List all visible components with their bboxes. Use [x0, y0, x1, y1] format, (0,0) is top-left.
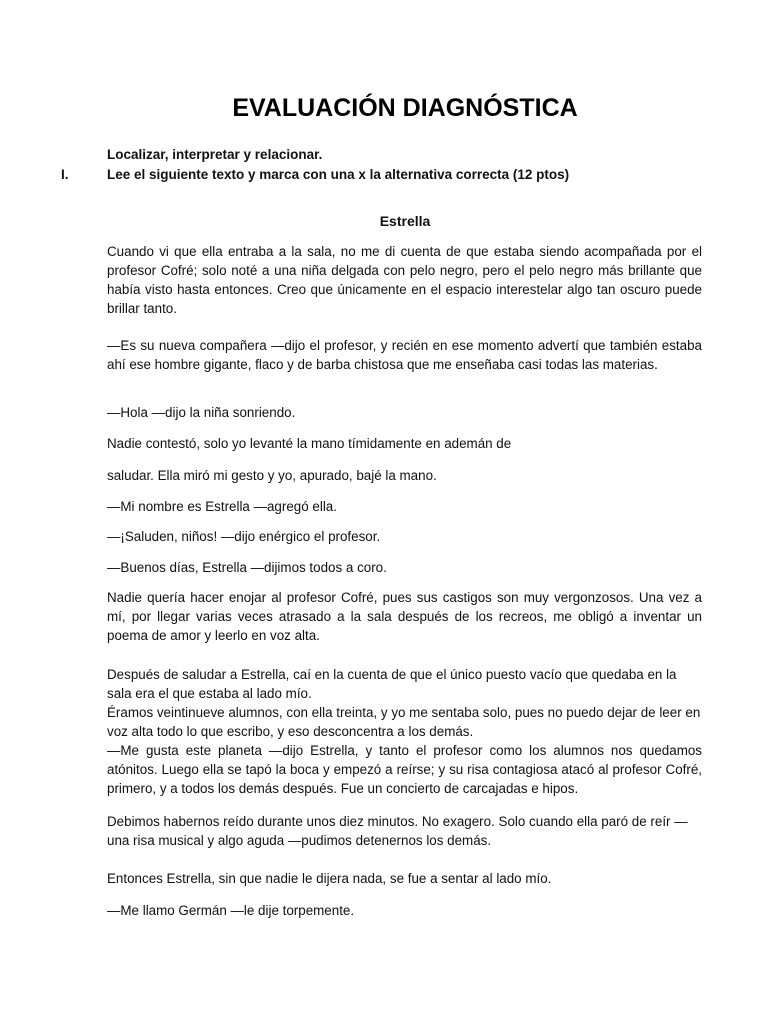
story-paragraph: —¡Saluden, niños! —dijo enérgico el profesor.: [107, 529, 381, 544]
story-paragraph: Debimos habernos reído durante unos diez minutos. No exagero. Solo cuando ella paró de reír — una risa musical y algo aguda —pudimos detenernos los demás.: [107, 814, 688, 848]
item-number: I.: [61, 167, 69, 182]
story-paragraph: Éramos veintinueve alumnos, con ella treinta, y yo me sentaba solo, pues no puedo dejar de leer en voz alta todo lo que escribo, y eso desconcentra a los demás.: [107, 705, 701, 739]
story-paragraph: —Buenos días, Estrella —dijimos todos a coro.: [107, 560, 387, 575]
story-paragraph: —Es su nueva compañera —dijo el profesor, y recién en ese momento advertí que también estaba ahí ese hombre gigante, flaco y de barba chistosa que me enseñaba casi todas las materias.: [107, 338, 702, 372]
story-paragraph: —Me llamo Germán —le dije torpemente.: [107, 903, 355, 918]
story-paragraph: —Hola —dijo la niña sonriendo.: [107, 405, 296, 420]
skills-line: Localizar, interpretar y relacionar.: [107, 147, 323, 162]
story-paragraph: Nadie quería hacer enojar al profesor Cofré, pues sus castigos son muy vergonzosos. Una vez a mí, por llegar varias veces atrasado a la sala después de los recreos, me obligó a inventar un poema de amor y leerlo en voz alta.: [107, 590, 702, 643]
story-paragraph: Cuando vi que ella entraba a la sala, no me di cuenta de que estaba siendo acompañada por el profesor Cofré; solo noté a una niña delgada con pelo negro, pero el pelo negro más brillante que había visto hasta entonces. Creo que únicamente en el espacio interestelar algo tan oscuro puede brillar tanto.: [107, 244, 702, 316]
story-paragraph: Nadie contestó, solo yo levanté la mano tímidamente en ademán de: [107, 436, 512, 451]
page-title: EVALUACIÓN DIAGNÓSTICA: [232, 94, 578, 122]
instruction-line: Lee el siguiente texto y marca con una x la alternativa correcta (12 ptos): [107, 167, 570, 182]
story-paragraph: Después de saludar a Estrella, caí en la cuenta de que el único puesto vacío que quedaba en la sala era el que estaba al lado mío.: [107, 667, 677, 701]
story-paragraph: saludar. Ella miró mi gesto y yo, apurado, bajé la mano.: [107, 468, 437, 483]
story-paragraph: Entonces Estrella, sin que nadie le dijera nada, se fue a sentar al lado mío.: [107, 871, 552, 886]
story-paragraph: —Me gusta este planeta —dijo Estrella, y tanto el profesor como los alumnos nos quedamos atónitos. Luego ella se tapó la boca y empezó a reírse; y su risa contagiosa atacó al profesor Cofré, primero, y a todos los demás después. Fue un concierto de carcajadas e hipos.: [107, 743, 702, 796]
story-title: Estrella: [379, 213, 431, 229]
story-paragraph: —Mi nombre es Estrella —agregó ella.: [107, 499, 337, 514]
